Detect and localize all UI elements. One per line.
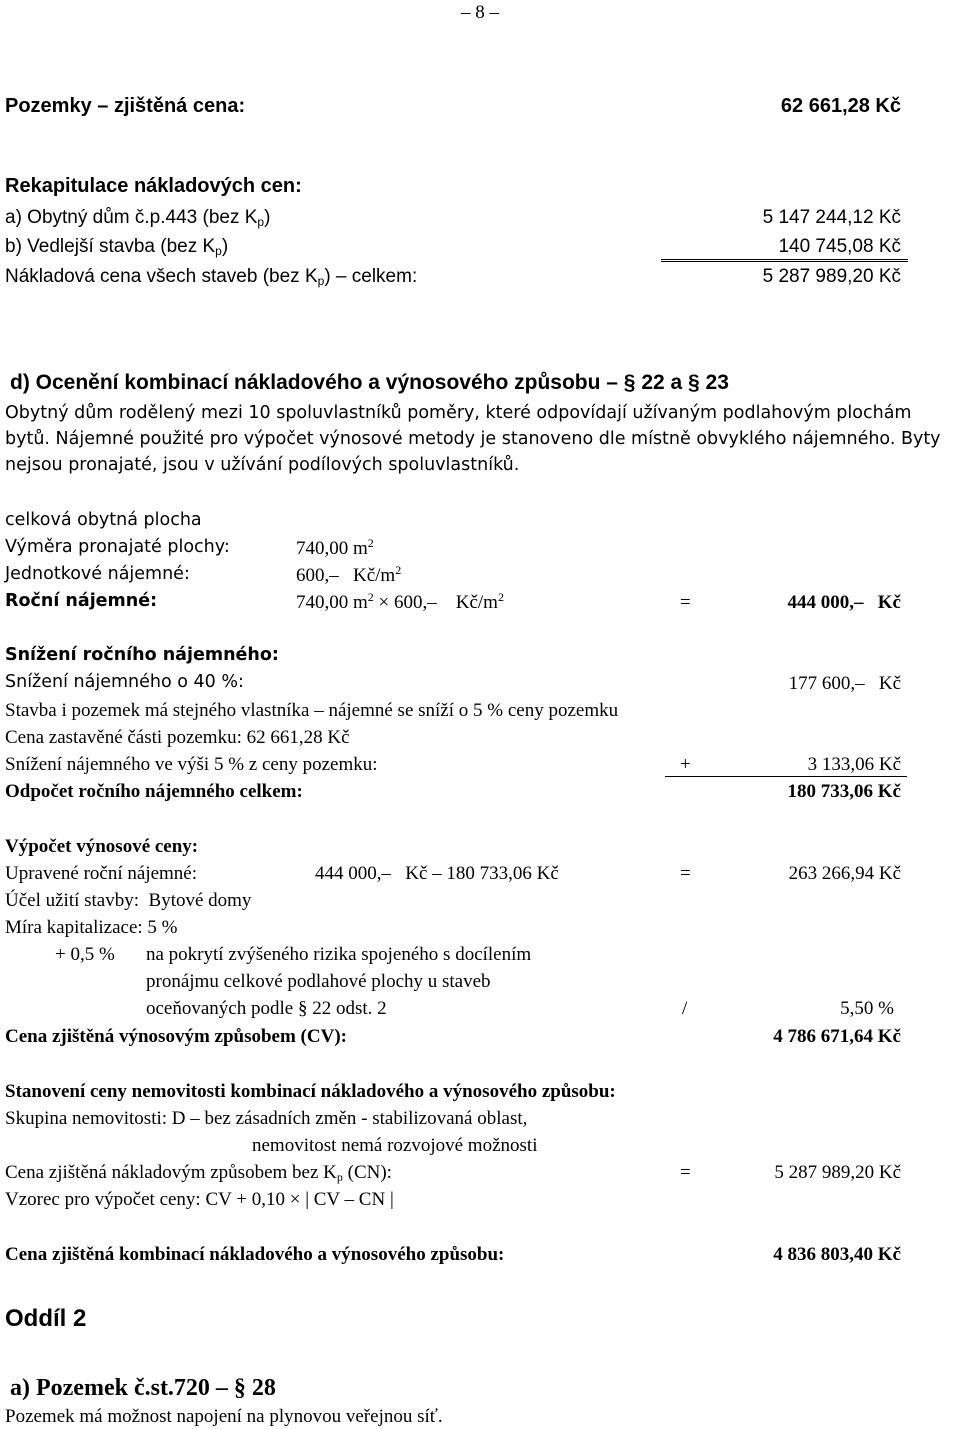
- area-value: 740,00 $m^2$: [296, 536, 374, 559]
- adjusted-rent-formula: 444 000,– Kč – 180 733,06 Kč: [315, 863, 559, 884]
- recap-total-value: 5 287 989,20 Kč: [762, 266, 901, 287]
- cap-addition-pct: + 0,5 %: [55, 944, 115, 965]
- cap-slash: /: [682, 998, 688, 1019]
- cost-value-value: 5 287 989,20 Kč: [774, 1162, 901, 1183]
- recap-total-label: Nákladová cena všech staveb (bez $K_p$) – celkem:: [5, 266, 418, 288]
- reduction-40-label: Snížení nájemného o 40 %:: [5, 672, 244, 692]
- cost-value-label: Cena zjištěná nákladovým způsobem bez $K_p$ (CN):: [5, 1162, 392, 1184]
- annual-rent-eq: =: [680, 592, 691, 613]
- annual-rent-value: 444 000,– Kč: [787, 592, 901, 613]
- land-price-label: Pozemky – zjištěná cena:: [5, 95, 246, 117]
- section-d-paragraph: Obytný dům rodělený mezi 10 spoluvlastníků poměry, které odpovídají užívaným podlahovým plochám bytů. Nájemné použité pro výpočet výnosové metody je stanoveno dle místně obvyklého nájemného. Byty nejsou pronajaté, jsou v užívání podílových spoluvlastníků.: [5, 403, 941, 475]
- reduction-5-value: 3 133,06 Kč: [807, 754, 901, 775]
- part-2-heading: Oddíl 2: [5, 1305, 87, 1332]
- recap-title: Rekapitulace nákladových cen:: [5, 175, 302, 197]
- property-group-line-2: nemovitost nemá rozvojové možnosti: [252, 1135, 538, 1156]
- combined-result-label: Cena zjištěná kombinací nákladového a výnosového způsobu:: [5, 1244, 505, 1265]
- unit-rent-label: Jednotkové nájemné:: [5, 564, 190, 584]
- reduction-title: Snížení ročního nájemného:: [5, 645, 279, 665]
- recap-row-a-value: 5 147 244,12 Kč: [762, 207, 901, 228]
- reduction-5-sign: +: [680, 754, 691, 775]
- annual-rent-formula: 740,00 $m^2 \times 600,-$ $Kč/m^2$: [296, 590, 504, 613]
- combined-title: Stanovení ceny nemovitosti kombinací nákladového a výnosového způsobu:: [5, 1081, 616, 1102]
- reduction-note-owner: Stavba i pozemek má stejného vlastníka – nájemné se sníží o 5 % ceny pozemku: [5, 700, 619, 721]
- recap-row-b-value: 140 745,08 Kč: [661, 237, 908, 262]
- recap-row-a-label: a) Obytný dům č.p.443 (bez $K_p$): [5, 207, 271, 229]
- property-group-line-1: Skupina nemovitosti: D – bez zásadních změn - stabilizovaná oblast,: [5, 1108, 528, 1129]
- income-value-label: Cena zjištěná výnosovým způsobem (CV):: [5, 1026, 347, 1047]
- cap-addition-text-1: na pokrytí zvýšeného rizika spojeného s docílením: [146, 944, 532, 965]
- annual-rent-label: Roční nájemné:: [5, 591, 158, 611]
- cap-rate-value: 5,50 %: [840, 998, 894, 1019]
- reduction-total-value: 180 733,06 Kč: [787, 781, 901, 802]
- parcel-note: Pozemek má možnost napojení na plynovou veřejnou síť.: [5, 1406, 443, 1427]
- reduction-40-value: 177 600,– Kč: [788, 673, 901, 694]
- parcel-heading: a) Pozemek č.st.720 – § 28: [10, 1375, 276, 1401]
- section-d-heading: d) Ocenění kombinací nákladového a výnosového způsobu – § 22 a § 23: [10, 371, 729, 394]
- combined-result-value: 4 836 803,40 Kč: [773, 1244, 901, 1265]
- total-area-label: celková obytná plocha: [5, 510, 202, 530]
- cap-addition-text-3: oceňovaných podle § 22 odst. 2: [146, 998, 387, 1019]
- reduction-total-label: Odpočet ročního nájemného celkem:: [5, 781, 303, 802]
- income-value-value: 4 786 671,64 Kč: [773, 1026, 901, 1047]
- cost-value-eq: =: [680, 1162, 691, 1183]
- land-price-value: 62 661,28 Kč: [780, 95, 901, 117]
- building-use-label: Účel užití stavby: Bytové domy: [5, 890, 252, 911]
- reduction-5-label: Snížení nájemného ve výši 5 % z ceny pozemku:: [5, 754, 378, 775]
- reduction-note-land-price: Cena zastavěné části pozemku: 62 661,28 Kč: [5, 727, 350, 748]
- price-formula: Vzorec pro výpočet ceny: CV + 0,10 × | CV – CN |: [5, 1189, 394, 1210]
- adjusted-rent-eq: =: [680, 863, 691, 884]
- area-label: Výměra pronajaté plochy:: [5, 537, 230, 557]
- recap-row-b-label: b) Vedlejší stavba (bez $K_p$): [5, 236, 229, 258]
- adjusted-rent-value: 263 266,94 Kč: [788, 863, 901, 884]
- income-title: Výpočet výnosové ceny:: [5, 836, 199, 857]
- cap-rate-label: Míra kapitalizace: 5 %: [5, 917, 178, 938]
- unit-rent-value: 600,– $Kč/m^2$: [296, 563, 402, 586]
- adjusted-rent-label: Upravené roční nájemné:: [5, 863, 198, 884]
- page-number: – 8 –: [461, 2, 499, 23]
- reduction-sum-line: [665, 776, 907, 777]
- cap-addition-text-2: pronájmu celkové podlahové plochy u staveb: [146, 971, 491, 992]
